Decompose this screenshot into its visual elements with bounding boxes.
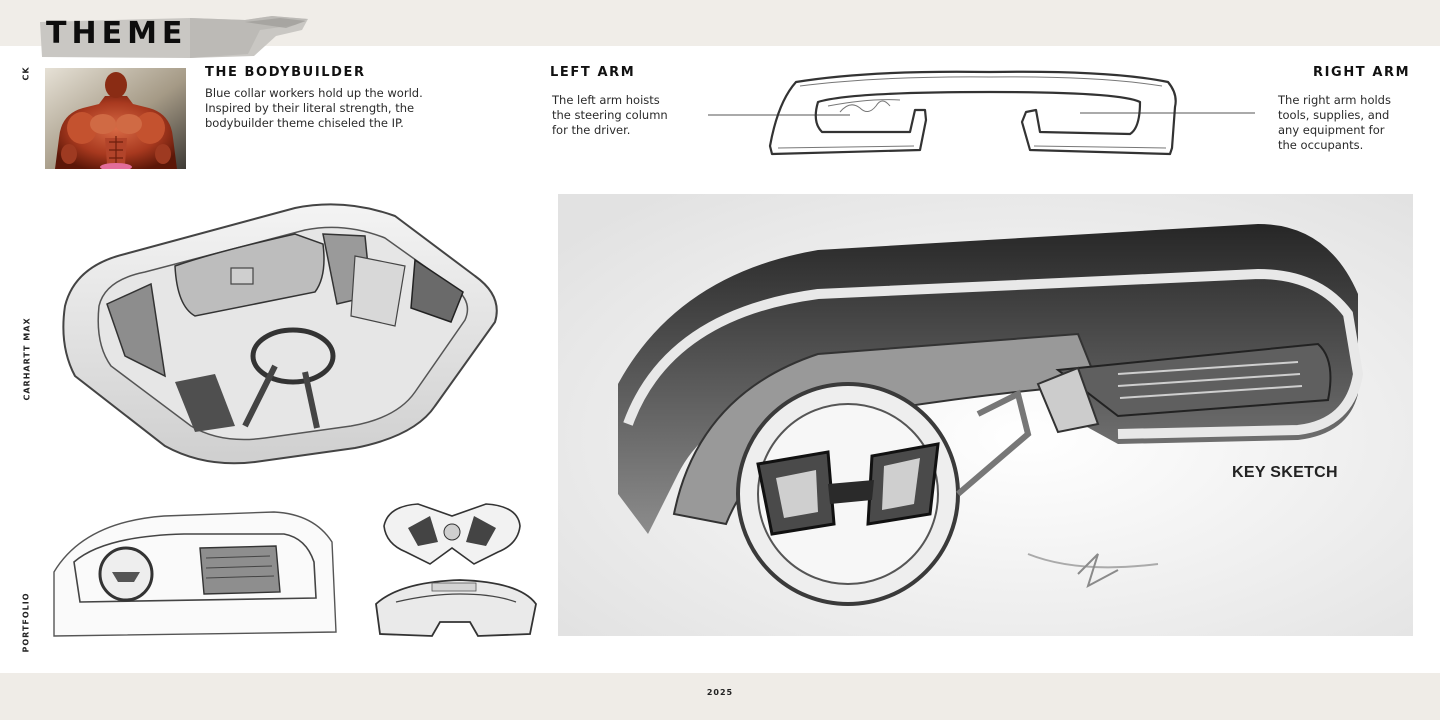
right-arm-description: [1278, 93, 1428, 153]
bodybuilder-photo: [45, 68, 186, 169]
right-arm-heading: RIGHT ARM: [1313, 65, 1411, 80]
right-arm-line: any equipment for: [1278, 123, 1385, 137]
left-arm-heading: LEFT ARM: [550, 65, 636, 80]
dashboard-front-sketch: [44, 502, 344, 642]
side-view-sketch: [370, 574, 540, 640]
theme-description: [205, 86, 465, 131]
page-title: THEME: [46, 16, 188, 51]
theme-line: bodybuilder theme chiseled the IP.: [205, 116, 404, 130]
right-arm-line: the occupants.: [1278, 138, 1364, 152]
left-arm-line: for the driver.: [552, 123, 631, 137]
dashboard-arms-sketch: [700, 62, 1260, 162]
key-sketch-panel: [558, 194, 1413, 636]
side-label-ck: CK: [21, 66, 31, 81]
theme-line: Blue collar workers hold up the world.: [205, 86, 423, 100]
page-number: 2025: [706, 688, 734, 697]
side-label-carhartt-max: CARHARTT MAX: [22, 317, 32, 401]
right-arm-line: tools, supplies, and: [1278, 108, 1390, 122]
left-arm-description: [552, 93, 702, 138]
left-arm-line: The left arm hoists: [552, 93, 660, 107]
top-view-sketch: [378, 496, 526, 568]
theme-heading: THE BODYBUILDER: [205, 65, 366, 80]
theme-line: Inspired by their literal strength, the: [205, 101, 415, 115]
side-label-portfolio: PORTFOLIO: [21, 592, 31, 653]
right-arm-line: The right arm holds: [1278, 93, 1391, 107]
left-arm-line: the steering column: [552, 108, 668, 122]
key-sketch-label: KEY SKETCH: [1232, 464, 1338, 481]
interior-overview-sketch: [55, 196, 515, 468]
